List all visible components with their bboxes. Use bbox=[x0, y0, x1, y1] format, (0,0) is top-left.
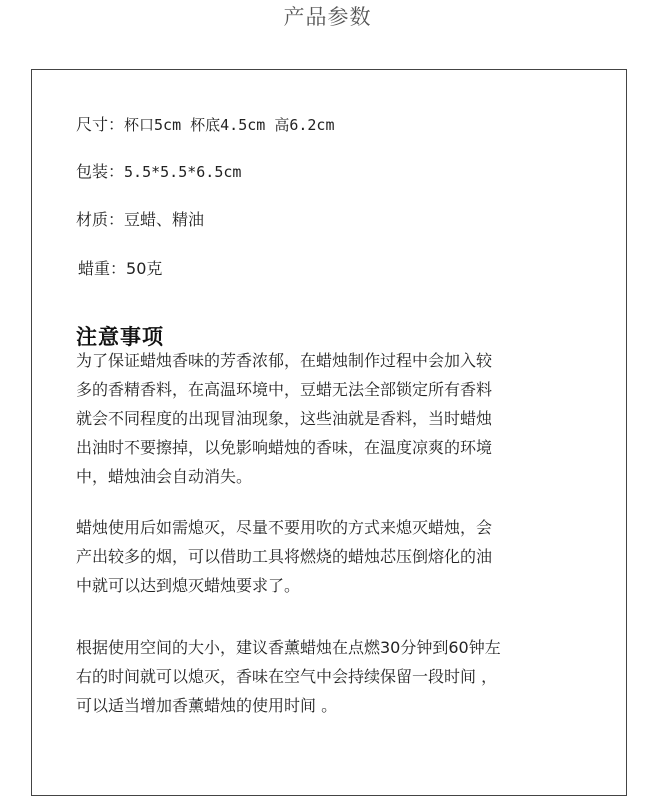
notes-paragraph-2 bbox=[76, 513, 581, 600]
spec-package-value: 5.5*5.5*6.5cm bbox=[124, 163, 242, 181]
paragraph-line: 出油时不要擦掉，以免影响蜡烛的香味，在温度凉爽的环境 bbox=[76, 438, 493, 457]
page-title: 产品参数 bbox=[283, 5, 372, 29]
spec-weight bbox=[78, 258, 162, 280]
paragraph-line: 为了保证蜡烛香味的芳香浓郁，在蜡烛制作过程中会加入较 bbox=[76, 351, 493, 370]
notes-paragraph-1 bbox=[76, 346, 581, 491]
notes-paragraph-3 bbox=[76, 633, 581, 720]
paragraph-line: 根据使用空间的大小，建议香薰蜡烛在点燃30分钟到60钟左 bbox=[76, 638, 501, 657]
paragraph-line: 右的时间就可以熄灭，香味在空气中会持续保留一段时间 ， bbox=[76, 667, 498, 686]
paragraph-line: 中，蜡烛油会自动消失。 bbox=[76, 467, 253, 486]
paragraph-line: 中就可以达到熄灭蜡烛要求了。 bbox=[76, 576, 301, 595]
paragraph-line: 可以适当增加香薰蜡烛的使用时间 。 bbox=[76, 696, 338, 715]
spec-size bbox=[76, 114, 334, 136]
spec-weight-label: 蜡重： bbox=[78, 259, 127, 278]
paragraph-line: 蜡烛使用后如需熄灭，尽量不要用吹的方式来熄灭蜡烛，会 bbox=[76, 518, 493, 537]
spec-weight-value: 50克 bbox=[126, 259, 163, 278]
spec-package bbox=[76, 161, 241, 183]
spec-package-label: 包装： bbox=[76, 162, 125, 181]
paragraph-line: 多的香精香料，在高温环境中，豆蜡无法全部锁定所有香料 bbox=[76, 380, 493, 399]
paragraph-line: 产出较多的烟，可以借助工具将燃烧的蜡烛芯压倒熔化的油 bbox=[76, 547, 493, 566]
spec-material-label: 材质： bbox=[76, 210, 125, 229]
spec-material bbox=[76, 209, 204, 231]
notes-heading: 注意事项 bbox=[76, 325, 164, 349]
spec-material-value: 豆蜡、精油 bbox=[124, 210, 205, 229]
paragraph-line: 就会不同程度的出现冒油现象，这些油就是香料，当时蜡烛 bbox=[76, 409, 493, 428]
spec-size-value: 杯口5cm 杯底4.5cm 高6.2cm bbox=[124, 116, 335, 134]
spec-size-label: 尺寸： bbox=[76, 115, 125, 134]
